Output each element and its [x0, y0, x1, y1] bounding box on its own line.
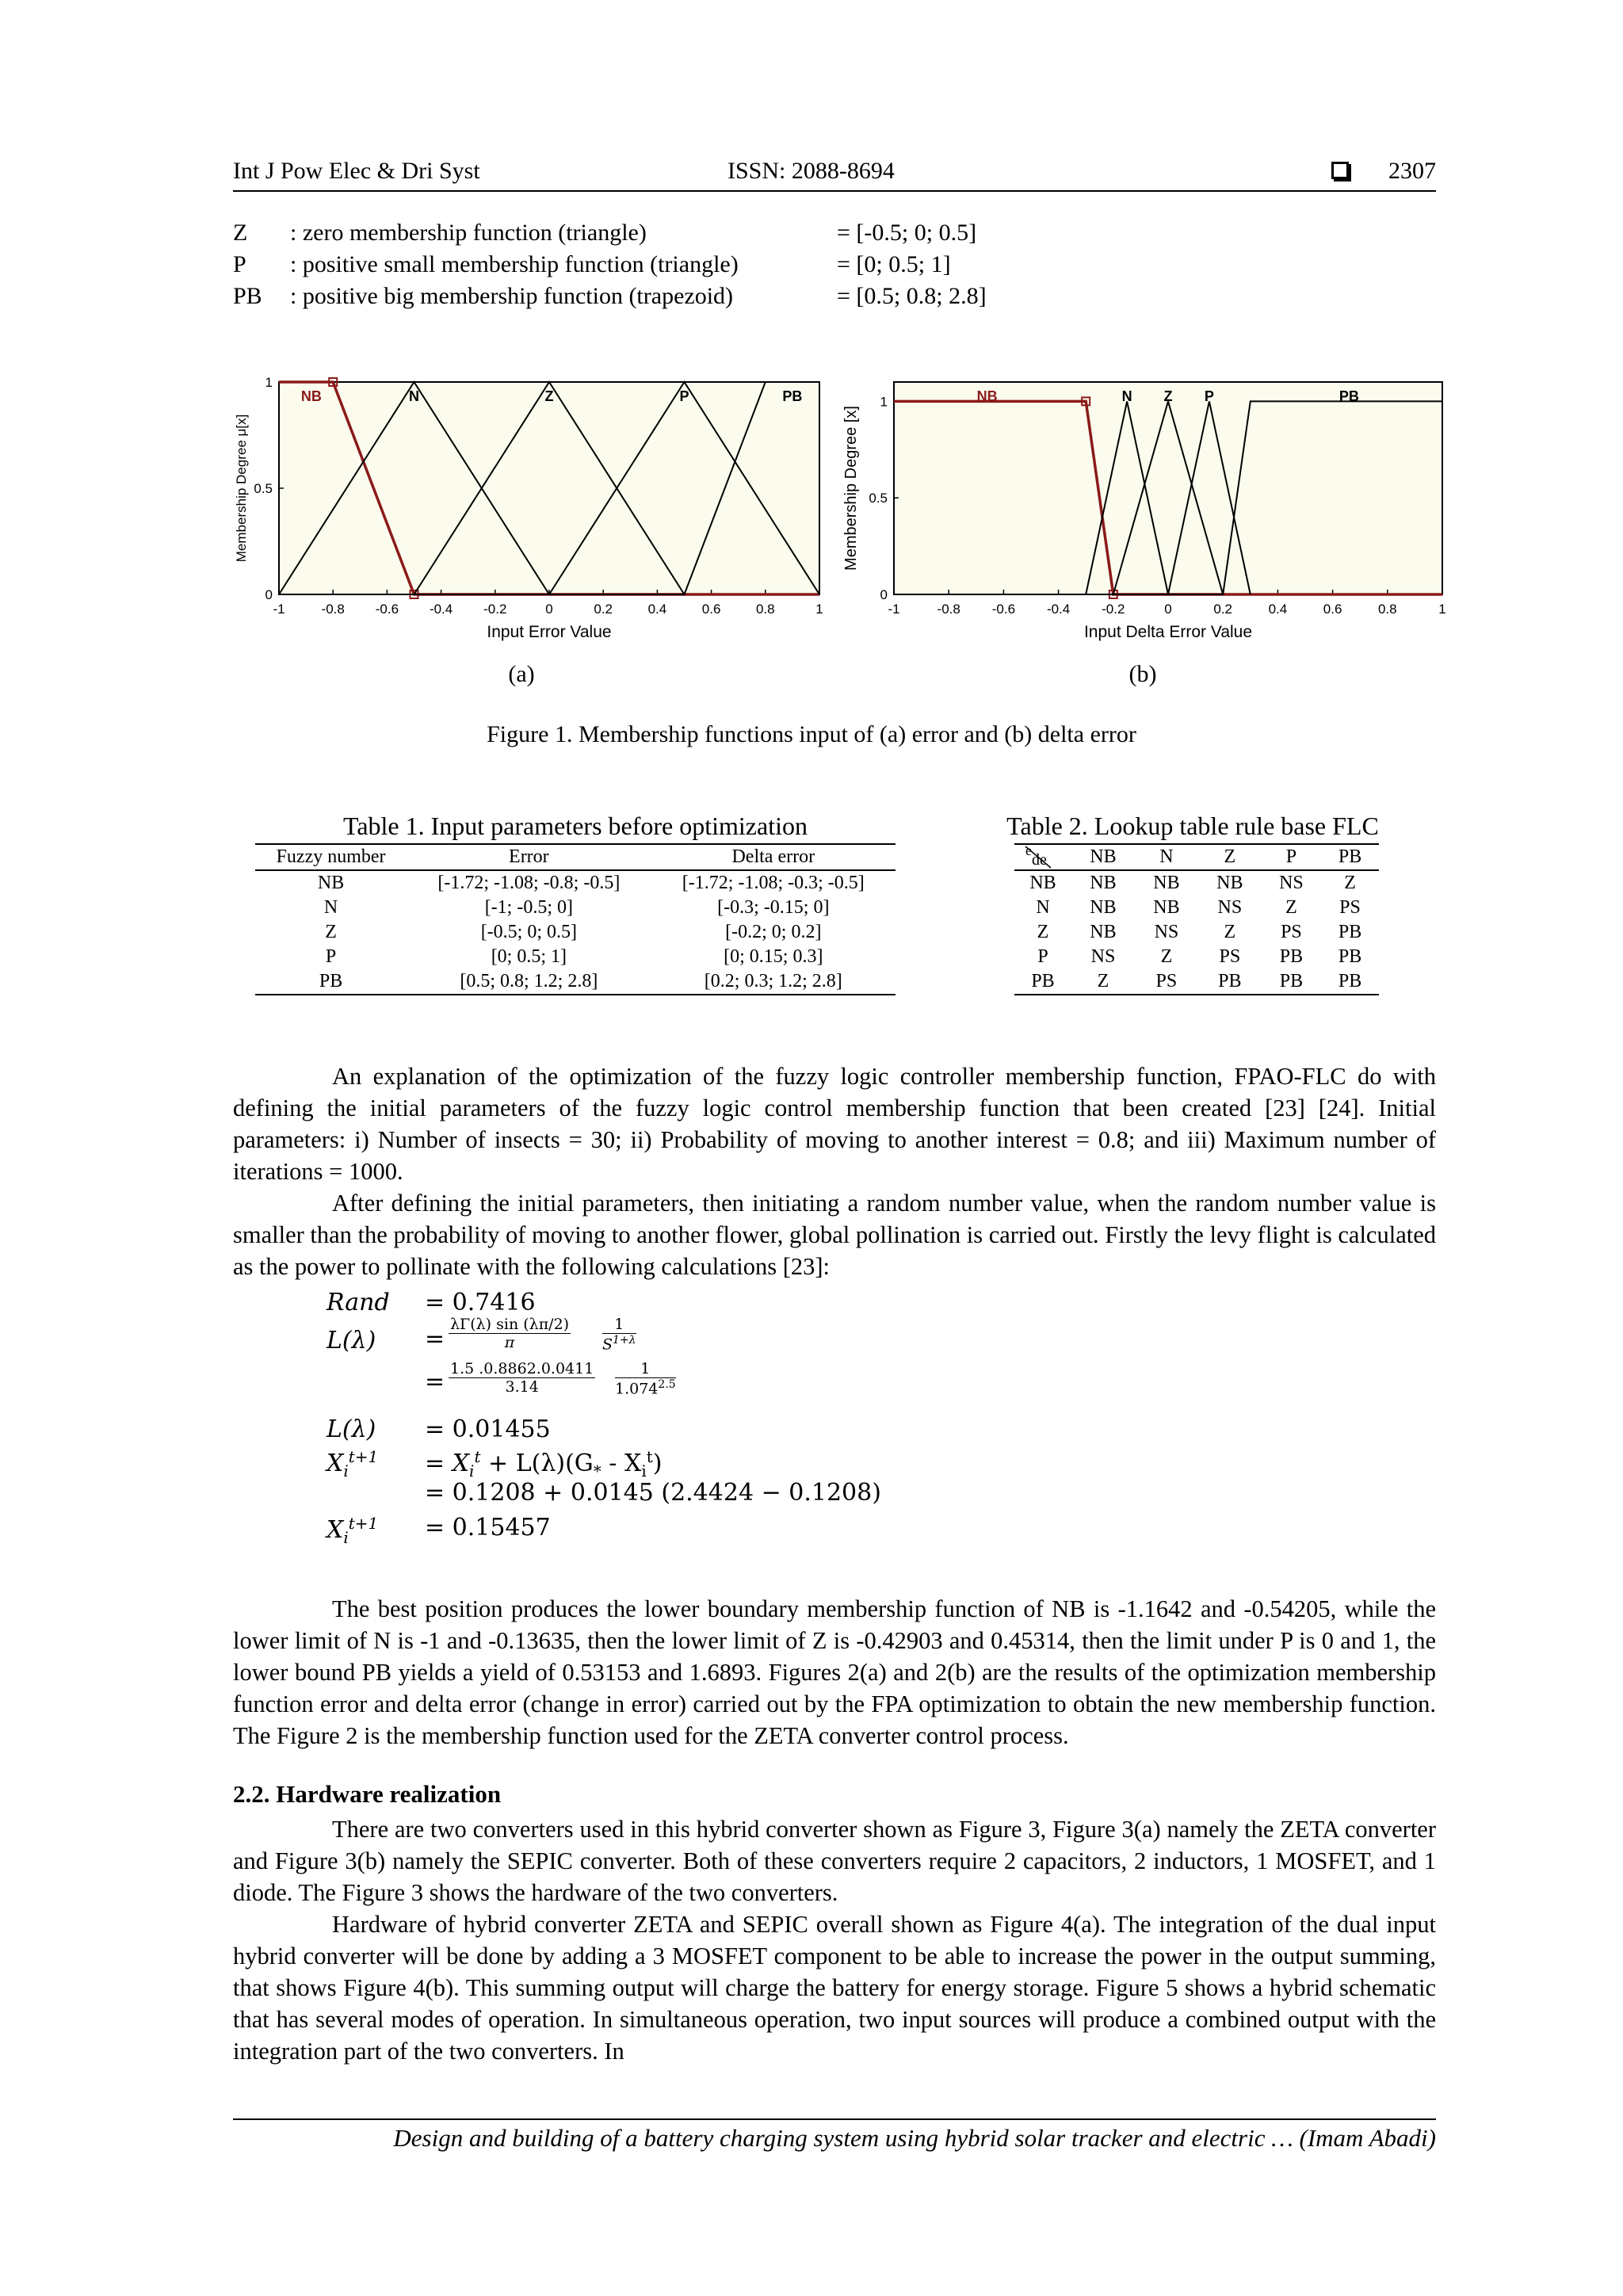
table-cell: Z	[1344, 873, 1356, 893]
fraction-numerator: λΓ(λ) sin (λπ/2)	[450, 1316, 570, 1333]
table-cell: N	[1036, 897, 1050, 918]
body-text-block-1	[233, 1060, 1436, 1282]
table-cell: PB	[1338, 946, 1362, 967]
y-axis-label: Membership Degree μ[x]	[234, 414, 249, 563]
y-tick-label: 0	[880, 587, 888, 602]
fraction-denominator: 1.074	[615, 1380, 659, 1398]
table-row	[1014, 870, 1379, 896]
table-cell: NS	[1154, 922, 1179, 942]
paragraph: Hardware of hybrid converter ZETA and SEPIC overall shown as Figure 4(a). The integration of the dual input hybrid converter will be done by adding a 3 MOSFET component to be able to increase the power in the output summing, that shows Figure 4(b). This summing output will charge the battery for energy storage. Figure 5 shows a hybrid schematic that has several modes of operation. In simultaneous operation, two input sources will produce a combined output with the integration part of the two converters. In	[233, 1911, 1436, 2065]
section-heading: 2.2. Hardware realization	[233, 1780, 502, 1808]
table-cell: [-0.2; 0; 0.2]	[725, 922, 822, 942]
table-row	[255, 969, 896, 995]
series-label: NB	[300, 388, 322, 404]
table-cell: PB	[1279, 946, 1304, 967]
table1-header: Error	[407, 844, 651, 870]
table-cell: NB	[1216, 873, 1243, 893]
table-row	[1014, 969, 1379, 995]
x-tick-label: -0.8	[937, 602, 960, 617]
x-tick-label: 0.8	[755, 602, 775, 617]
series-label: Z	[544, 388, 554, 404]
paragraph: The best position produces the lower boundary membership function of NB is -1.1642 and -0.54205, while the lower limit of N is -1 and -0.13635, then the lower limit of Z is -0.42903 and 0.45314, then the limit under P is 0 and 1, the lower bound PB yields a yield of 0.53153 and 1.6893. Figures 2(a) and 2(b) are the results of the optimization membership function error and delta error (change in error) carried out by the FPA optimization to obtain the new membership function. The Figure 2 is the membership function used for the ZETA converter control process.	[233, 1595, 1436, 1749]
table2	[1014, 843, 1379, 995]
fraction	[602, 1316, 636, 1353]
table-row	[1014, 945, 1379, 969]
table1-header: Delta error	[651, 844, 896, 870]
x-tick-label: 0.2	[594, 602, 613, 617]
table2-header: N	[1135, 844, 1198, 870]
def-symbol: P	[233, 251, 246, 277]
table-cell: [0.5; 0.8; 1.2; 2.8]	[407, 969, 651, 995]
panel-label-b: (b)	[1128, 661, 1157, 687]
table1-caption: Table 1. Input parameters before optimization	[343, 812, 808, 840]
x-tick-label: -0.8	[321, 602, 345, 617]
series-label: N	[1121, 388, 1132, 404]
series-label: NB	[976, 388, 998, 404]
fraction	[449, 1316, 571, 1351]
fraction-numerator: 1.5 .0.8862.0.0411	[450, 1360, 594, 1377]
panel-label-a: (a)	[508, 661, 535, 687]
paragraph: An explanation of the optimization of the fuzzy logic controller membership function, FPAO-FLC do with defining the initial parameters of the fuzzy logic control membership function that been created [23] [24]. Initial parameters: i) Number of insects = 30; ii) Probability of moving to another interest = 0.8; and iii) Maximum number of iterations = 1000.	[233, 1063, 1436, 1185]
x-tick-label: -1	[888, 602, 900, 617]
table-cell: [-0.3; -0.15; 0]	[717, 897, 830, 918]
table-row	[1014, 896, 1379, 920]
def-symbol: PB	[233, 283, 262, 309]
exponent: 2.5	[658, 1378, 676, 1391]
table-cell: Z	[1160, 946, 1173, 967]
exponent: 1+λ	[613, 1334, 636, 1347]
fraction-denominator: S	[602, 1335, 613, 1354]
eq-X-lhs: $X_i^{t+1}$	[327, 1514, 379, 1547]
body-text-block-2	[233, 1593, 1436, 1752]
eq-equals: =	[425, 1368, 445, 1396]
page-number: 2307	[1388, 158, 1436, 184]
table-cell: Z	[325, 922, 337, 942]
fraction-denominator: π	[504, 1334, 515, 1351]
series-label: P	[1204, 388, 1214, 404]
series-label: PB	[1338, 388, 1359, 404]
table-cell: PB	[255, 969, 407, 995]
table-row	[255, 945, 896, 969]
x-tick-label: -0.6	[991, 602, 1016, 617]
running-footer: Design and building of a battery charging system using hybrid solar tracker and electric … (Imam Abadi)	[393, 2124, 1436, 2152]
diagonal-icon	[1022, 845, 1054, 869]
plot-area	[279, 382, 819, 594]
membership-chart-delta-error	[838, 371, 1447, 656]
table-cell: NB	[1090, 897, 1117, 918]
levy-flight-equations	[0, 1289, 1623, 1558]
paragraph: After defining the initial parameters, then initiating a random number value, when the random number value is smaller than the probability of moving to another flower, global pollination is carried out. Firstly the levy flight is calculated as the power to pollinate with the following calculations [23]:	[233, 1190, 1436, 1280]
table-cell: PS	[1281, 922, 1302, 942]
table-row	[255, 920, 896, 945]
table-cell: P	[325, 946, 337, 967]
table-cell: NB	[1029, 873, 1056, 893]
series-label: P	[679, 388, 689, 404]
table-row	[255, 870, 896, 896]
header-rule	[233, 190, 1436, 192]
table-cell: [0.2; 0.3; 1.2; 2.8]	[651, 969, 896, 995]
x-tick-label: 0	[545, 602, 553, 617]
table1-header: Fuzzy number	[255, 844, 407, 870]
x-tick-label: 0.6	[1323, 602, 1342, 617]
def-value: = [0; 0.5; 1]	[837, 251, 951, 277]
x-tick-label: -0.2	[1102, 602, 1125, 617]
table-cell: PB	[1198, 969, 1262, 995]
table-cell: NS	[1279, 873, 1304, 893]
x-tick-label: -0.4	[1046, 602, 1071, 617]
table-cell: [0; 0.5; 1]	[491, 946, 567, 967]
x-tick-label: -0.6	[375, 602, 399, 617]
eq-equals: =	[425, 1325, 445, 1353]
fraction	[615, 1360, 676, 1397]
table-cell: PB	[1262, 969, 1321, 995]
table-cell: Z	[1037, 922, 1049, 942]
eq-X-lhs: $X_i^{t+1}$	[327, 1447, 379, 1480]
table-cell: Z	[1285, 897, 1297, 918]
x-tick-label: -1	[273, 602, 285, 617]
table2-caption: Table 2. Lookup table rule base FLC	[1006, 812, 1379, 840]
def-symbol: Z	[233, 220, 248, 246]
eq-L-lhs: L(λ)	[327, 1327, 376, 1354]
plot-area	[894, 382, 1442, 594]
table-cell: Z	[1224, 922, 1236, 942]
table-row	[1014, 920, 1379, 945]
x-tick-label: 0.6	[701, 602, 721, 617]
table-cell: NB	[1153, 873, 1180, 893]
box-icon	[1331, 162, 1349, 179]
table-cell: NB	[1090, 873, 1117, 893]
x-tick-label: 0.4	[647, 602, 667, 617]
eq-L-value: = 0.01455	[425, 1415, 551, 1443]
table-cell: N	[323, 897, 338, 918]
eq-X-calc: = 0.1208 + 0.0145 (2.4424 − 0.1208)	[425, 1479, 881, 1507]
journal-name: Int J Pow Elec & Dri Syst	[233, 158, 480, 184]
table-cell: Z	[1071, 969, 1135, 995]
table-cell: [-0.5; 0; 0.5]	[480, 922, 577, 942]
x-tick-label: 1	[1438, 602, 1446, 617]
y-tick-label: 0.5	[869, 491, 888, 506]
table-cell: NB	[317, 873, 345, 893]
table2-corner	[1014, 844, 1071, 870]
x-axis-label: Input Delta Error Value	[1083, 623, 1253, 641]
def-description: : zero membership function (triangle)	[290, 220, 647, 246]
series-label: N	[409, 388, 419, 404]
fraction-denominator: 3.14	[505, 1378, 539, 1396]
table2-header: NB	[1071, 844, 1135, 870]
eq-X-rhs: = $X_i^t + L(\lambda)(G_* - X_i^t)$	[425, 1447, 663, 1480]
corner-e: e	[1025, 842, 1032, 858]
table1	[255, 843, 896, 995]
paragraph: There are two converters used in this hybrid converter shown as Figure 3, Figure 3(a) namely the ZETA converter and Figure 3(b) namely the SEPIC converter. Both of these converters require 2 capacitors, 2 inductors, 1 MOSFET, and 1 diode. The Figure 3 shows the hardware of the two converters.	[233, 1816, 1436, 1906]
issn: ISSN: 2088-8694	[727, 158, 895, 184]
body-text-block-3	[233, 1813, 1436, 2067]
x-axis-label: Input Error Value	[487, 623, 612, 641]
table2-header: PB	[1321, 844, 1379, 870]
x-tick-label: 0.8	[1377, 602, 1397, 617]
table-cell: PS	[1339, 897, 1361, 918]
y-tick-label: 1	[265, 375, 273, 390]
y-tick-label: 1	[880, 394, 888, 410]
figure-caption: Figure 1. Membership functions input of (a) error and (b) delta error	[487, 721, 1136, 747]
membership-chart-error	[228, 371, 824, 656]
corner-de: de	[1032, 851, 1047, 869]
table-cell: PS	[1219, 946, 1241, 967]
footer-rule	[233, 2118, 1436, 2120]
x-tick-label: 1	[815, 602, 823, 617]
eq-rand-rhs: = 0.7416	[425, 1289, 536, 1316]
def-value: = [0.5; 0.8; 2.8]	[837, 283, 987, 309]
series-label: PB	[782, 388, 803, 404]
table-row	[255, 896, 896, 920]
x-tick-label: 0.2	[1213, 602, 1233, 617]
table-cell: [0; 0.15; 0.3]	[724, 946, 823, 967]
eq-X-value: = 0.15457	[425, 1514, 551, 1541]
table-cell: [-1.72; -1.08; -0.3; -0.5]	[682, 873, 865, 893]
eq-L-lhs: L(λ)	[327, 1415, 376, 1443]
table-cell: PB	[1321, 969, 1379, 995]
y-tick-label: 0.5	[254, 481, 273, 496]
table2-header: P	[1262, 844, 1321, 870]
x-tick-label: 0	[1164, 602, 1172, 617]
x-tick-label: -0.2	[483, 602, 507, 617]
fraction-numerator: 1	[615, 1360, 676, 1378]
y-axis-label: Membership Degree [x]	[842, 406, 860, 571]
x-tick-label: -0.4	[429, 602, 453, 617]
series-label: Z	[1163, 388, 1173, 404]
y-tick-label: 0	[265, 587, 273, 602]
table-cell: NB	[1153, 897, 1180, 918]
table-cell: [-1.72; -1.08; -0.8; -0.5]	[437, 873, 621, 893]
table-cell: NS	[1090, 946, 1116, 967]
table-cell: PB	[1014, 969, 1071, 995]
def-description: : positive small membership function (triangle)	[290, 251, 739, 277]
fraction-numerator: 1	[602, 1316, 636, 1334]
table-cell: PB	[1338, 922, 1362, 942]
def-value: = [-0.5; 0; 0.5]	[837, 220, 977, 246]
fraction	[449, 1360, 595, 1396]
table-cell: NS	[1217, 897, 1243, 918]
table-cell: NB	[1090, 922, 1117, 942]
table2-header: Z	[1198, 844, 1262, 870]
x-tick-label: 0.4	[1268, 602, 1288, 617]
table-cell: PS	[1135, 969, 1198, 995]
table-cell: [-1; -0.5; 0]	[484, 897, 573, 918]
def-description: : positive big membership function (trapezoid)	[290, 283, 734, 309]
table-cell: P	[1037, 946, 1048, 967]
eq-rand-lhs: Rand	[327, 1289, 390, 1316]
